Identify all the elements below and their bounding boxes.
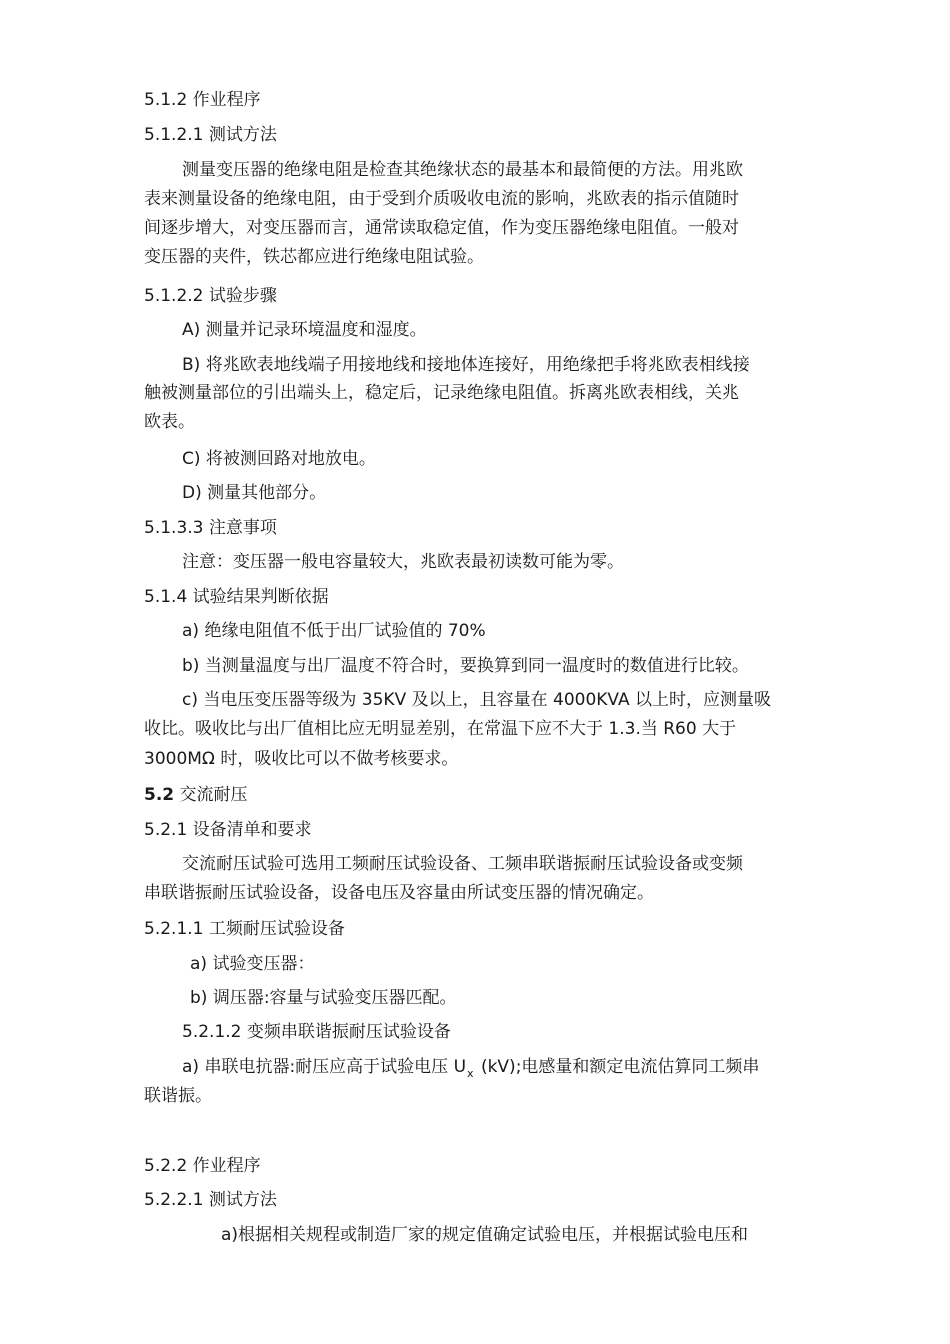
heading-5-1-2-2: 5.1.2.2 试验步骤 [144, 286, 277, 306]
paragraph-line: 串联谐振耐压试验设备，设备电压及容量由所试变压器的情况确定。 [144, 883, 654, 903]
paragraph-line: 间逐步增大，对变压器而言，通常读取稳定值，作为变压器绝缘电阻值。一般对 [144, 218, 739, 238]
note-text: 注意：变压器一般电容量较大，兆欧表最初读数可能为零。 [182, 552, 624, 572]
list-item: a) 试验变压器： [190, 954, 315, 974]
paragraph-line: 交流耐压试验可选用工频耐压试验设备、工频串联谐振耐压试验设备或变频 [182, 854, 743, 874]
paragraph-line: 变压器的夹件，铁芯都应进行绝缘电阻试验。 [144, 247, 484, 267]
paragraph-line: 联谐振。 [144, 1086, 212, 1106]
paragraph-line: 3000MΩ 时，吸收比可以不做考核要求。 [144, 749, 459, 769]
list-item: a) 绝缘电阻值不低于出厂试验值的 70% [182, 621, 486, 641]
heading-5-2-1-1: 5.2.1.1 工频耐压试验设备 [144, 919, 345, 939]
heading-5-1-2: 5.1.2 作业程序 [144, 90, 261, 110]
list-item: D) 测量其他部分。 [182, 483, 327, 503]
paragraph-line: 收比。吸收比与出厂值相比应无明显差别，在常温下应不大于 1.3.当 R60 大于 [144, 719, 737, 739]
heading-5-1-4: 5.1.4 试验结果判断依据 [144, 587, 329, 607]
subscript-x: x [467, 1067, 474, 1078]
heading-5-2-1: 5.2.1 设备清单和要求 [144, 820, 312, 840]
section-title: 交流耐压 [179, 785, 248, 805]
heading-5-2-2: 5.2.2 作业程序 [144, 1156, 261, 1176]
list-item: b) 调压器:容量与试验变压器匹配。 [190, 988, 457, 1008]
heading-5-1-2-1: 5.1.2.1 测试方法 [144, 125, 277, 145]
heading-5-2-2-1: 5.2.2.1 测试方法 [144, 1190, 277, 1210]
paragraph-line: 测量变压器的绝缘电阻是检查其绝缘状态的最基本和最简便的方法。用兆欧 [182, 160, 743, 180]
paragraph-line: 触被测量部位的引出端头上，稳定后，记录绝缘电阻值。拆离兆欧表相线，关兆 [144, 383, 739, 403]
reactor-text-cont: (kV);电感量和额定电流估算同工频串 [475, 1057, 760, 1077]
paragraph-line: 表来测量设备的绝缘电阻，由于受到介质吸收电流的影响，兆欧表的指示值随时 [144, 189, 739, 209]
heading-5-2 [144, 784, 824, 806]
list-item: B) 将兆欧表地线端子用接地线和接地体连接好，用绝缘把手将兆欧表相线接 [182, 355, 750, 375]
list-item-reactor [182, 1056, 862, 1078]
list-item: C) 将被测回路对地放电。 [182, 449, 376, 469]
list-item: A) 测量并记录环境温度和湿度。 [182, 320, 427, 340]
paragraph-line: 欧表。 [144, 412, 195, 432]
section-number: 5.2 [144, 785, 175, 805]
heading-5-2-1-2: 5.2.1.2 变频串联谐振耐压试验设备 [182, 1022, 451, 1042]
reactor-text: a) 串联电抗器:耐压应高于试验电压 U [182, 1057, 467, 1077]
list-item: c) 当电压变压器等级为 35KV 及以上，且容量在 4000KVA 以上时，应测量吸 [182, 690, 771, 710]
list-item: b) 当测量温度与出厂温度不符合时，要换算到同一温度时的数值进行比较。 [182, 656, 749, 676]
list-item: a)根据相关规程或制造厂家的规定值确定试验电压，并根据试验电压和 [221, 1225, 749, 1245]
heading-5-1-3-3: 5.1.3.3 注意事项 [144, 518, 277, 538]
